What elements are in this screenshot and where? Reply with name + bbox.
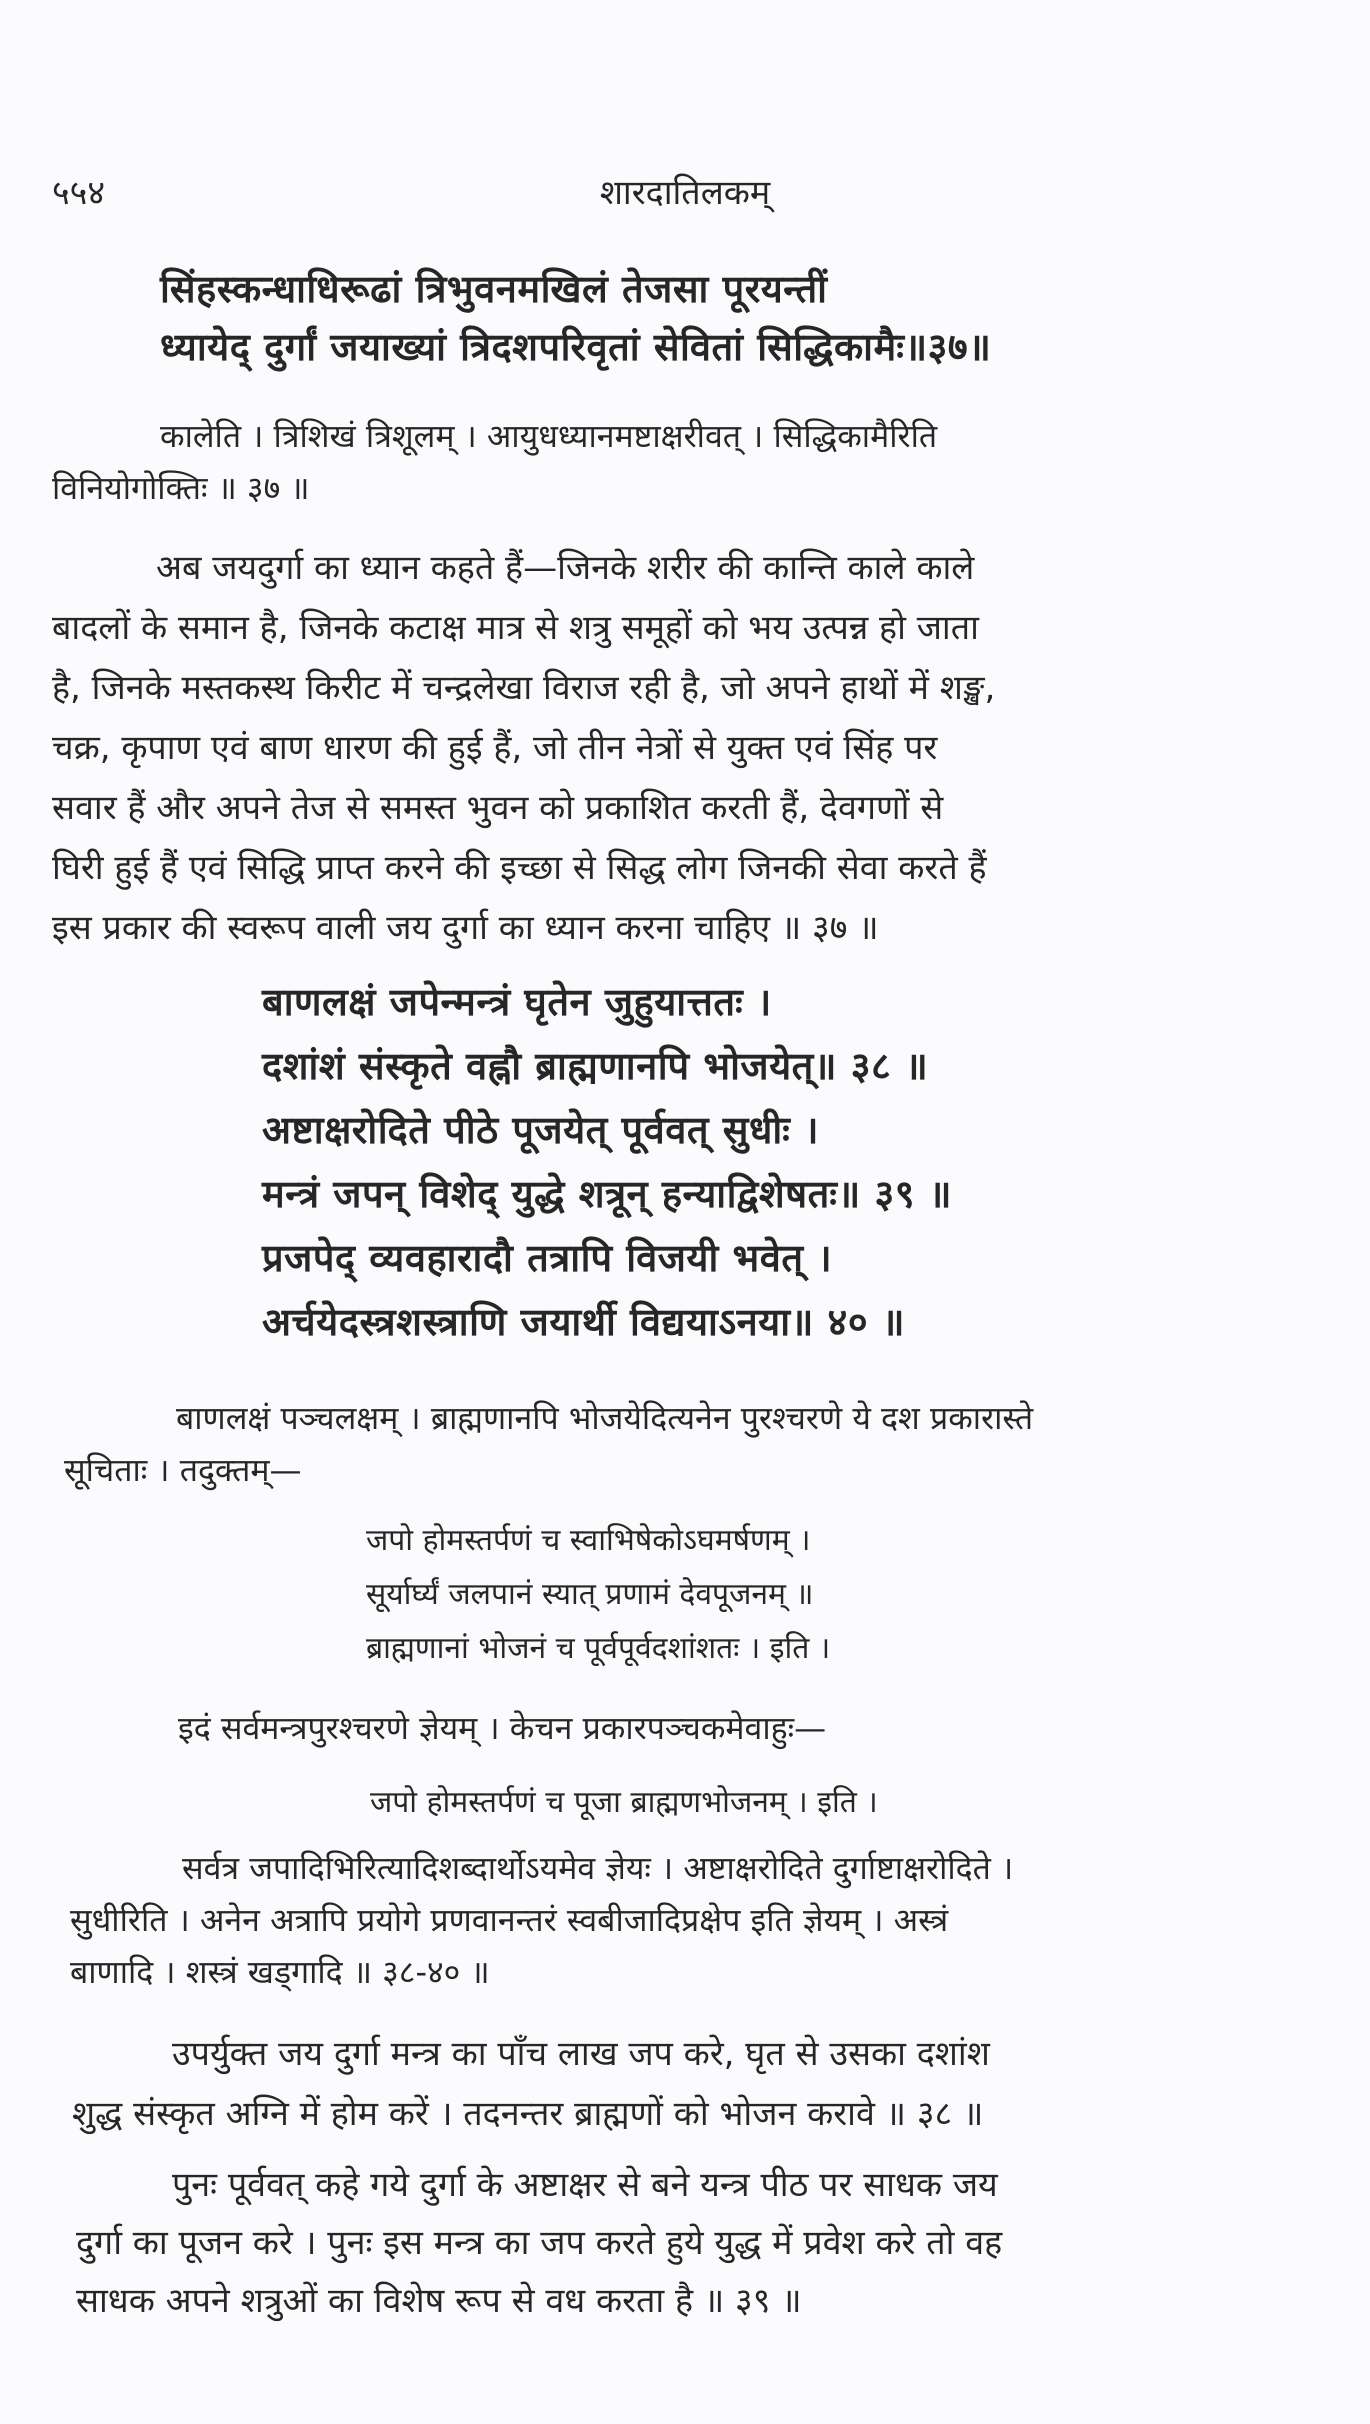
verse-line: अर्चयेदस्त्रशस्त्राणि जयार्थी विद्ययाऽनया॥ ४० ॥	[262, 1300, 906, 1344]
quote-line: सूर्यार्घ्यं जलपानं स्यात् प्रणामं देवपूजनम् ॥	[366, 1577, 814, 1612]
commentary-line: सुधीरिति । अनेन अत्रापि प्रयोगे प्रणवानन्तरं स्वबीजादिप्रक्षेप इति ज्ञेयम् । अस्त्रं	[70, 1901, 949, 1939]
hindi-line: साधक अपने शत्रुओं का विशेष रूप से वध करता है ॥ ३९ ॥	[76, 2281, 802, 2321]
page-header	[52, 168, 1318, 218]
verse-line: ध्यायेद् दुर्गां जयाख्यां त्रिदशपरिवृतां सेवितां सिद्धिकामैः॥३७॥	[160, 325, 992, 369]
verses-38-40	[262, 970, 1312, 1354]
hindi-line: अब जयदुर्गा का ध्यान कहते हैं—जिनके शरीर की कान्ति काले काले	[156, 548, 975, 588]
verse-line: मन्त्रं जपन् विशेद् युद्धे शत्रून् हन्याद्विशेषतः॥ ३९ ॥	[262, 1172, 952, 1216]
commentary-38-a	[64, 1392, 1334, 1496]
commentary-38-c	[70, 1842, 1340, 1998]
commentary-line: इदं सर्वमन्त्रपुरश्चरणे ज्ञेयम् । केचन प्रकारपञ्चकमेवाहुः—	[178, 1709, 827, 1747]
quoted-verse-2	[370, 1776, 1130, 1830]
commentary-line: बाणादि । शस्त्रं खड्गादि ॥ ३८-४० ॥	[70, 1953, 490, 1991]
hindi-translation-38	[72, 2024, 1342, 2144]
quote-line: जपो होमस्तर्पणं च स्वाभिषेकोऽघमर्षणम् ।	[366, 1523, 811, 1558]
page-number: ५५४	[52, 173, 106, 213]
commentary-line: कालेति । त्रिशिखं त्रिशूलम् । आयुधध्यानमष्टाक्षरीवत् । सिद्धिकामैरिति	[160, 417, 938, 455]
commentary-line: विनियोगोक्तिः ॥ ३७ ॥	[52, 469, 310, 507]
commentary-line: बाणलक्षं पञ्चलक्षम् । ब्राह्मणानपि भोजयेदित्यनेन पुरश्चरणे ये दश प्रकारास्ते	[176, 1399, 1034, 1437]
commentary-37	[52, 410, 1322, 514]
hindi-line: शुद्ध संस्कृत अग्नि में होम करें । तदनन्तर ब्राह्मणों को भोजन करावे ॥ ३८ ॥	[72, 2094, 984, 2134]
hindi-line: पुनः पूर्ववत् कहे गये दुर्गा के अष्टाक्षर से बने यन्त्र पीठ पर साधक जय	[172, 2165, 998, 2205]
hindi-translation-39	[76, 2156, 1346, 2330]
hindi-translation-37	[52, 538, 1322, 958]
verse-line: दशांशं संस्कृते वह्नौ ब्राह्मणानपि भोजयेत्॥ ३८ ॥	[262, 1044, 929, 1088]
verse-37	[160, 260, 1310, 376]
hindi-line: उपर्युक्त जय दुर्गा मन्त्र का पाँच लाख जप करे, घृत से उसका दशांश	[172, 2034, 990, 2074]
verse-line: प्रजपेद् व्यवहारादौ तत्रापि विजयी भवेत् ।	[262, 1236, 833, 1280]
quoted-verse-1	[366, 1514, 1126, 1676]
commentary-line: सूचिताः । तदुक्तम्—	[64, 1451, 302, 1489]
commentary-line: सर्वत्र जपादिभिरित्यादिशब्दार्थोऽयमेव ज्ञेयः । अष्टाक्षरोदिते दुर्गाष्टाक्षरोदिते ।	[182, 1849, 1014, 1887]
hindi-line: बादलों के समान है, जिनके कटाक्ष मात्र से शत्रु समूहों को भय उत्पन्न हो जाता	[52, 608, 979, 648]
commentary-38-b	[178, 1702, 1308, 1754]
running-title: शारदातिलकम्	[599, 173, 771, 213]
verse-line: सिंहस्कन्धाधिरूढां त्रिभुवनमखिलं तेजसा पूरयन्तीं	[160, 267, 828, 311]
hindi-line: इस प्रकार की स्वरूप वाली जय दुर्गा का ध्यान करना चाहिए ॥ ३७ ॥	[52, 908, 879, 948]
hindi-line: है, जिनके मस्तकस्थ किरीट में चन्द्रलेखा विराज रही है, जो अपने हाथों में शङ्ख,	[52, 668, 996, 708]
hindi-line: सवार हैं और अपने तेज से समस्त भुवन को प्रकाशित करती हैं, देवगणों से	[52, 788, 944, 828]
hindi-line: चक्र, कृपाण एवं बाण धारण की हुई हैं, जो तीन नेत्रों से युक्त एवं सिंह पर	[52, 728, 938, 768]
quote-line: ब्राह्मणानां भोजनं च पूर्वपूर्वदशांशतः । इति ।	[366, 1631, 831, 1666]
verse-line: बाणलक्षं जपेन्मन्त्रं घृतेन जुहुयात्ततः ।	[262, 980, 772, 1024]
hindi-line: दुर्गा का पूजन करे । पुनः इस मन्त्र का जप करते हुये युद्ध में प्रवेश करे तो वह	[76, 2223, 1003, 2263]
verse-line: अष्टाक्षरोदिते पीठे पूजयेत् पूर्ववत् सुधीः ।	[262, 1108, 819, 1152]
quote-line: जपो होमस्तर्पणं च पूजा ब्राह्मणभोजनम् । इति ।	[370, 1785, 878, 1820]
hindi-line: घिरी हुई हैं एवं सिद्धि प्राप्त करने की इच्छा से सिद्ध लोग जिनकी सेवा करते हैं	[52, 848, 987, 888]
